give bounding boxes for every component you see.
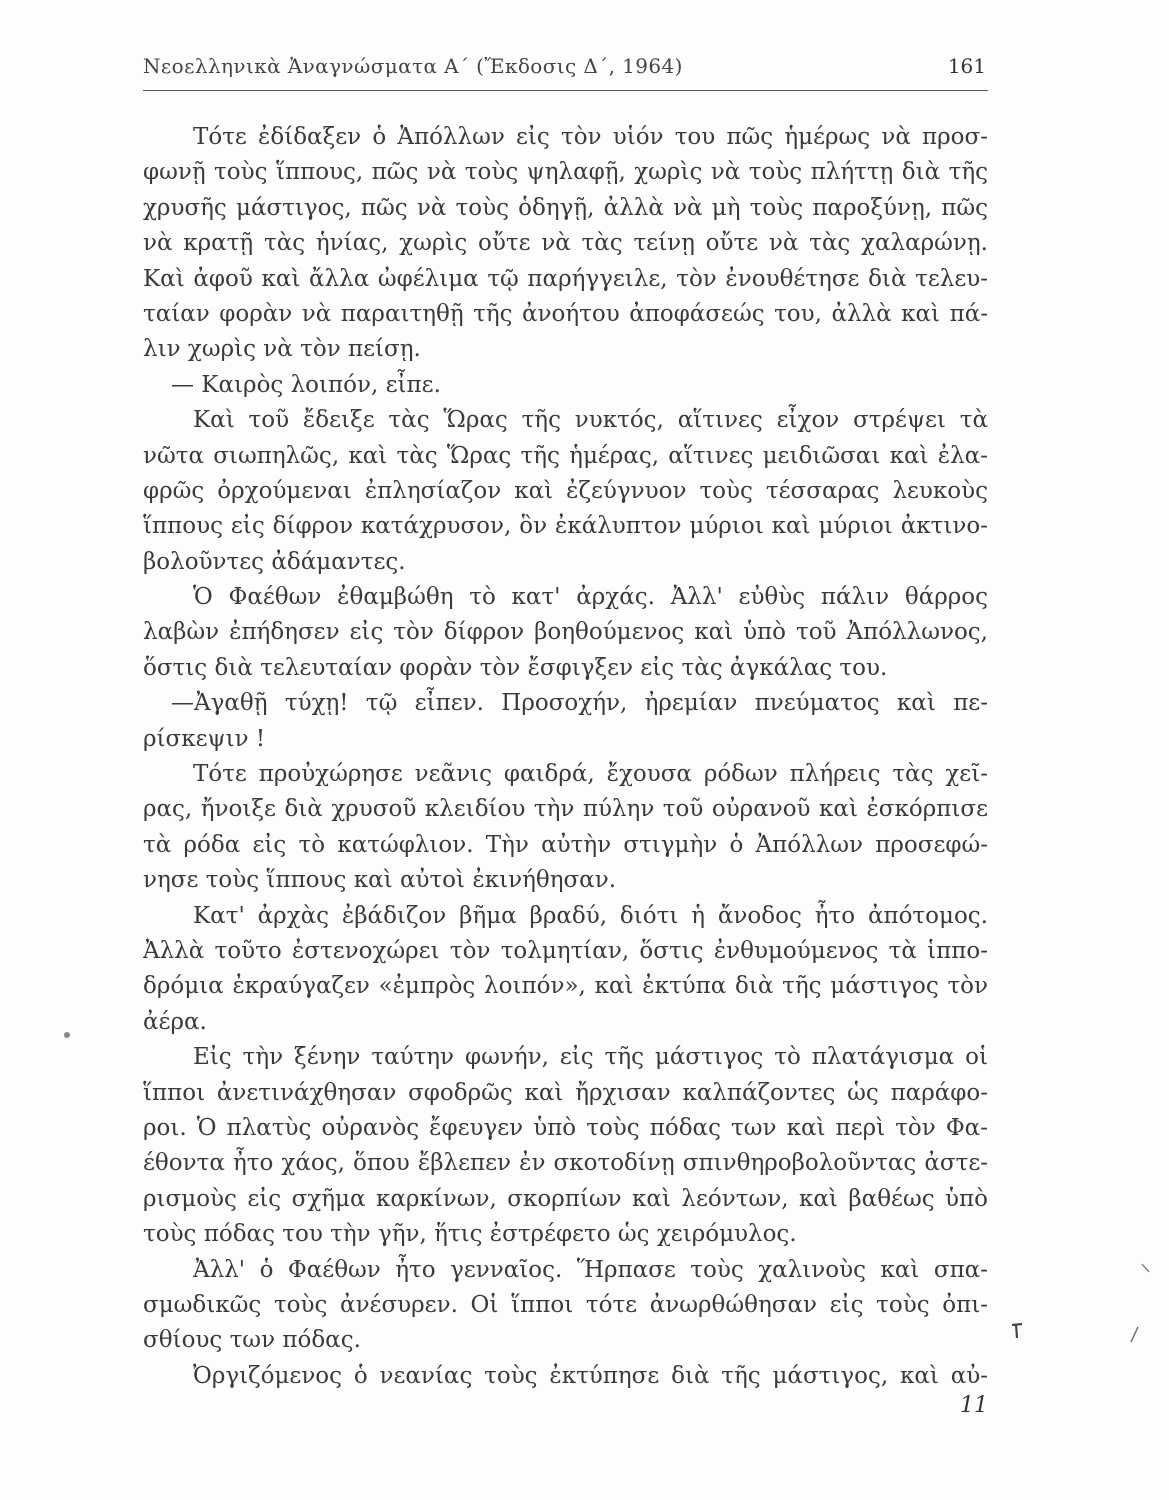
text-line: Κατ' ἀρχὰς ἐβάδιζον βῆμα βραδύ, διότι ἡ ἄνοδος ἦτο ἀπότομος. [193,902,988,929]
text-line: νῶτα σιωπηλῶς, καὶ τὰς Ὥρας τῆς ἡμέρας, αἵτινες μειδιῶσαι καὶ ἐλα- [143,442,988,469]
text-line: ἵππους εἰς δίφρον κατάχρυσον, ὃν ἐκάλυπτον μύριοι καὶ μύριοι ἀκτινο- [143,513,988,540]
text-line: δρόμια ἐκραύγαζεν «ἐμπρὸς λοιπόν», καὶ ἐκτύπα διὰ τῆς μάστιγος τὸν [143,973,988,1000]
text-line: νησε τοὺς ἵππους καὶ αὐτοὶ ἐκινήθησαν. [143,867,617,894]
margin-tick-right [1010,1322,1024,1340]
page-header [143,50,988,91]
text-line: ρας, ἤνοιξε διὰ χρυσοῦ κλειδίου τὴν πύλην τοῦ οὐρανοῦ καὶ ἐσκόρπισε [143,796,988,823]
text-line: — Καιρὸς λοιπόν, εἶπε. [171,371,441,398]
text-line: ὅστις διὰ τελευταίαν φορὰν τὸν ἔσφιγξεν εἰς τὰς ἀγκάλας του. [143,654,888,681]
text-line: ροι. Ὁ πλατὺς οὐρανὸς ἔφευγεν ὑπὸ τοὺς πόδας των καὶ περὶ τὸν Φα- [143,1114,988,1141]
margin-slash-right [1128,1325,1140,1345]
text-line: νὰ κρατῇ τὰς ἡνίας, χωρὶς οὔτε νὰ τὰς τείνῃ οὔτε νὰ τὰς χαλαρώνῃ. [143,230,988,257]
text-line: σμωδικῶς τοὺς ἀνέσυρεν. Οἱ ἵπποι τότε ἀνωρθώθησαν εἰς τοὺς ὀπι- [143,1291,988,1318]
text-line: ταίαν φορὰν νὰ παραιτηθῇ τῆς ἀνοήτου ἀποφάσεώς του, ἀλλὰ καὶ πά- [143,300,988,327]
text-line: Τότε ἐδίδαξεν ὁ Ἀπόλλων εἰς τὸν υἱόν του πῶς ἡμέρως νὰ προσ- [193,124,988,150]
margin-dash-right [1140,1262,1152,1276]
text-line: ἀέρα. [143,1008,207,1035]
text-line: σθίους των πόδας. [143,1327,361,1354]
text-line: λιν χωρὶς νὰ τὸν πείσῃ. [143,336,421,363]
text-line: —Ἀγαθῇ τύχῃ! τῷ εἶπεν. Προσοχήν, ἠρεμίαν πνεύματος καὶ πε- [171,690,988,717]
text-line: φωνῇ τοὺς ἵππους, πῶς νὰ τοὺς ψηλαφῇ, χωρὶς νὰ τοὺς πλήττῃ διὰ τῆς [143,159,988,186]
signature-mark: 11 [960,1393,988,1418]
text-line: Ὀργιζόμενος ὁ νεανίας τοὺς ἐκτύπησε διὰ τῆς μάστιγος, καὶ αὐ- [193,1362,988,1389]
scan-speck-left [62,1030,72,1040]
text-line: Καὶ τοῦ ἔδειξε τὰς Ὥρας τῆς νυκτός, αἵτινες εἶχον στρέψει τὰ [193,407,988,434]
text-line: ρισμοὺς εἰς σχῆμα καρκίνων, σκορπίων καὶ λεόντων, καὶ βαθέως ὑπὸ [143,1185,988,1212]
text-line: βολοῦντες ἀδάμαντες. [143,548,406,575]
text-line: Καὶ ἀφοῦ καὶ ἄλλα ὠφέλιμα τῷ παρήγγειλε, τὸν ἐνουθέτησε διὰ τελευ- [143,265,988,292]
text-line: Ὁ Φαέθων ἐθαμβώθη τὸ κατ' ἀρχάς. Ἀλλ' εὐθὺς πάλιν θάρρος [193,584,988,611]
text-line: χρυσῆς μάστιγος, πῶς νὰ τοὺς ὁδηγῇ, ἀλλὰ νὰ μὴ τοὺς παροξύνῃ, πῶς [143,194,988,221]
body-text [143,120,988,1394]
text-line: τὰ ρόδα εἰς τὸ κατώφλιον. Τὴν αὐτὴν στιγμὴν ὁ Ἀπόλλων προσεφώ- [143,831,988,858]
text-line: Ἀλλὰ τοῦτο ἐστενοχώρει τὸν τολμητίαν, ὅστις ἐνθυμούμενος τὰ ἱππο- [143,937,988,964]
text-line: Ἀλλ' ὁ Φαέθων ἦτο γενναῖος. Ἥρπασε τοὺς χαλινοὺς καὶ σπα- [193,1256,988,1283]
text-line: Τότε προὐχώρησε νεᾶνις φαιδρά, ἔχουσα ρόδων πλήρεις τὰς χεῖ- [193,761,988,788]
text-line: τοὺς πόδας του τὴν γῆν, ἥτις ἐστρέφετο ὡς χειρόμυλος. [143,1221,797,1248]
text-line: φρῶς ὀρχούμεναι ἐπλησίαζον καὶ ἐζεύγνυον τοὺς τέσσαρας λευκοὺς [143,477,988,504]
text-line: Εἰς τὴν ξένην ταύτην φωνήν, εἰς τῆς μάστιγος τὸ πλατάγισμα οἱ [193,1044,988,1071]
page-number: 161 [947,54,986,78]
text-line: λαβὼν ἐπήδησεν εἰς τὸν δίφρον βοηθούμενος καὶ ὑπὸ τοῦ Ἀπόλλωνος, [143,619,988,646]
text-line: ἵπποι ἀνετινάχθησαν σφοδρῶς καὶ ἤρχισαν καλπάζοντες ὡς παράφο- [143,1079,988,1106]
text-line: ρίσκεψιν ! [143,725,266,752]
text-line: έθοντα ἦτο χάος, ὅπου ἔβλεπεν ἐν σκοτοδίνῃ σπινθηροβολοῦντας ἀστε- [143,1150,988,1177]
running-head: Νεοελληνικὰ Ἀναγνώσματα Α΄ (Ἔκδοσις Δ΄, 1964) [143,54,683,78]
